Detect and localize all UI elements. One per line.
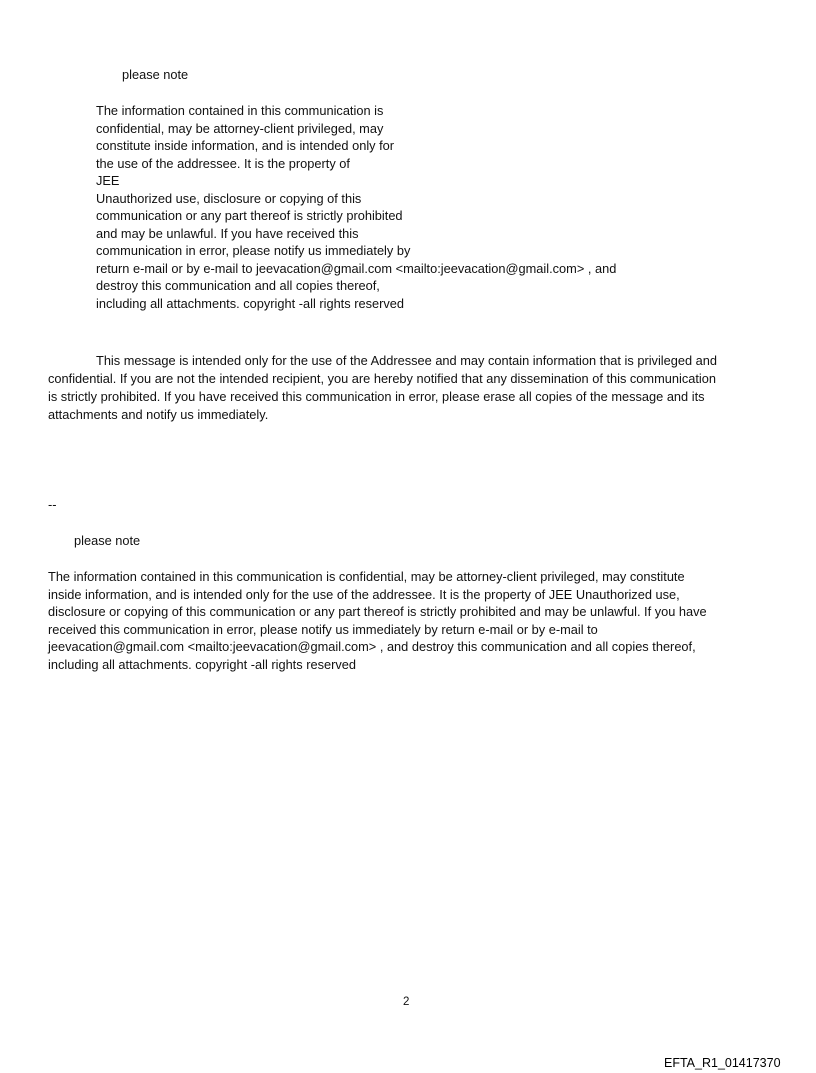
first-note-line: Unauthorized use, disclosure or copying of this (96, 190, 362, 206)
first-note-line: communication or any part thereof is strictly prohibited (96, 208, 403, 223)
first-note-line: including all attachments. copyright -all rights reserved (96, 295, 404, 311)
second-note-line: The information contained in this communication is confidential, may be attorney-client privileged, may constitute (48, 569, 685, 584)
document-id: EFTA_R1_01417370 (664, 1056, 781, 1070)
first-note-line: destroy this communication and all copies thereof, (96, 278, 380, 293)
second-note-line: disclosure or copying of this communication or any part thereof is strictly prohibited and may be unlawful. If you have (48, 604, 707, 619)
second-note-heading: please note (74, 533, 141, 548)
first-note-line: communication in error, please notify us immediately by (96, 243, 411, 258)
second-note-body (48, 568, 707, 673)
first-note-line: return e-mail or by e-mail to jeevacation@gmail.com <mailto:jeevacation@gmail.com> , and (96, 260, 617, 276)
addressee-notice-line: attachments and notify us immediately. (48, 407, 269, 422)
first-note-line: confidential, may be attorney-client privileged, may (96, 120, 384, 136)
first-note-line: the use of the addressee. It is the property of (96, 155, 350, 171)
first-note-line: constitute inside information, and is intended only for (96, 138, 395, 153)
second-note-line: received this communication in error, please notify us immediately by return e-mail or by e-mail to (48, 621, 598, 637)
first-note-line: The information contained in this communication is (96, 103, 384, 118)
first-note-line: JEE (96, 173, 120, 188)
first-note-heading: please note (122, 67, 189, 82)
first-note-line: and may be unlawful. If you have received this (96, 225, 359, 241)
addressee-notice-line: This message is intended only for the use of the Addressee and may contain information that is privileged and (96, 353, 718, 368)
addressee-notice-line: confidential. If you are not the intended recipient, you are hereby notified that any dissemination of this communication (48, 371, 716, 386)
first-note-body (96, 102, 616, 312)
page-number: 2 (403, 996, 410, 1008)
second-note-line: jeevacation@gmail.com <mailto:jeevacation@gmail.com> , and destroy this communication and all copies thereof, (48, 639, 696, 654)
second-note-line: inside information, and is intended only for the use of the addressee. It is the property of JEE Unauthorized use, (48, 586, 680, 602)
addressee-notice-line: is strictly prohibited. If you have received this communication in error, please erase all copies of the message and its (48, 389, 705, 404)
second-note-line: including all attachments. copyright -all rights reserved (48, 656, 356, 672)
signature-separator: -- (48, 497, 57, 512)
